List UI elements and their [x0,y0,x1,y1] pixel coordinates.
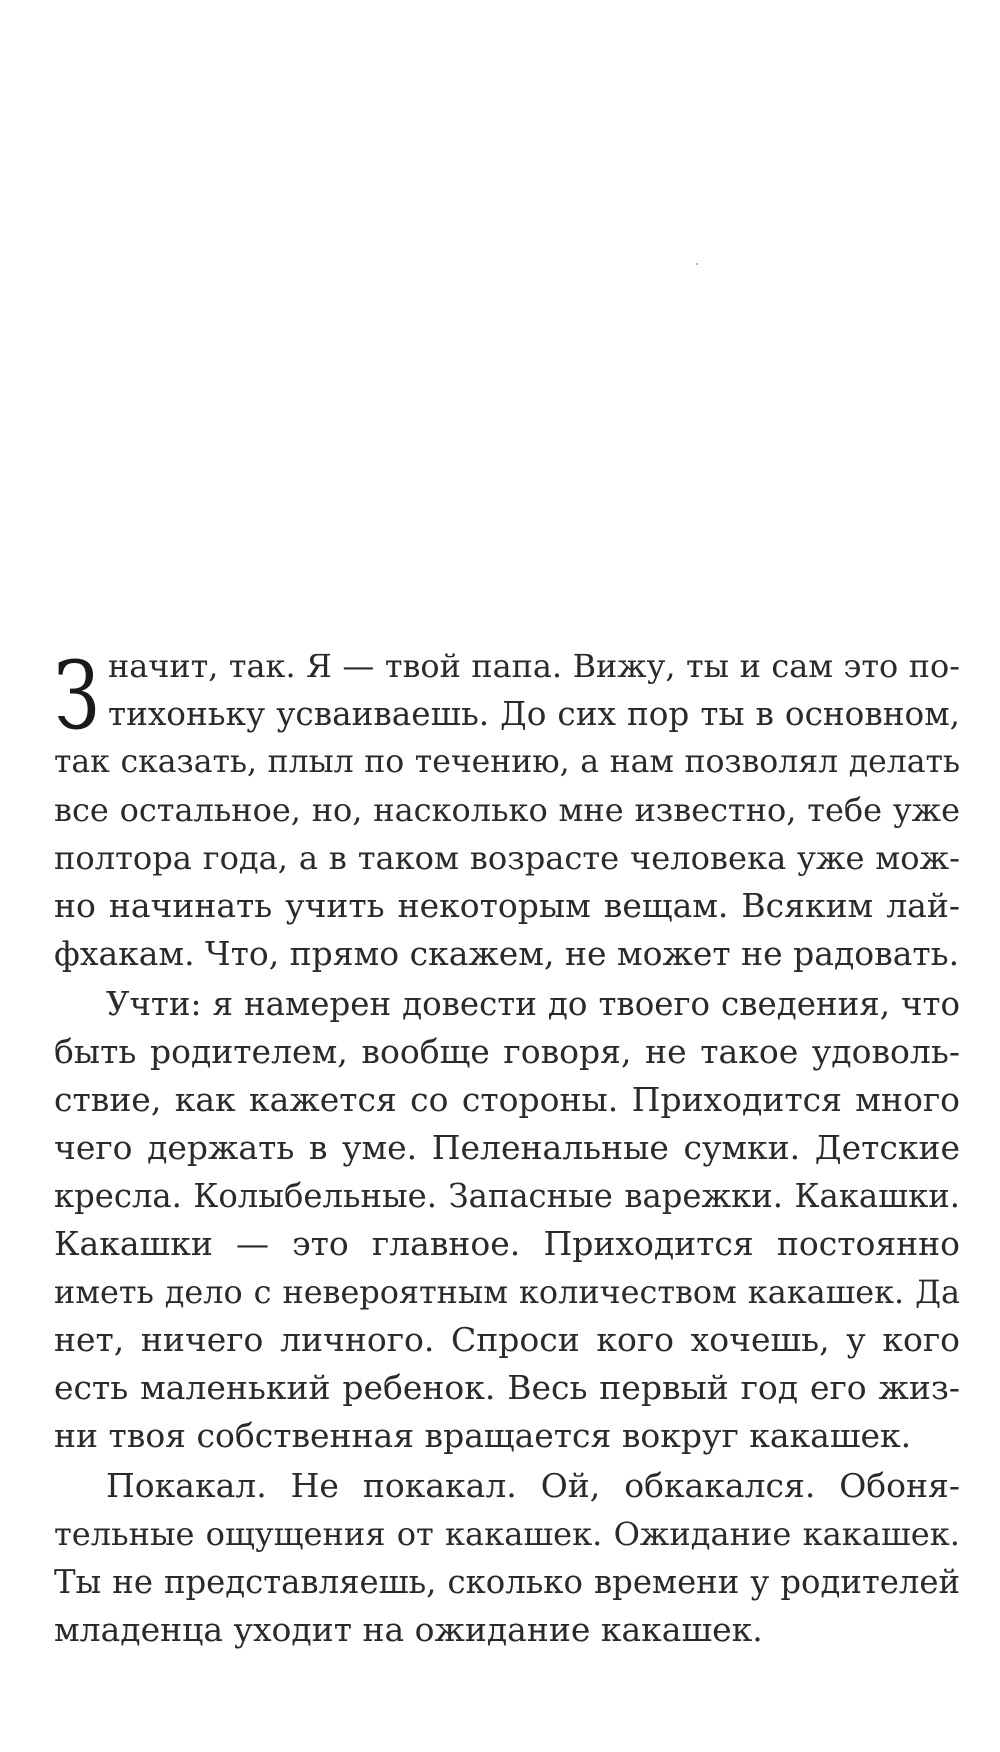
text-line: так сказать, плыл по течению, а нам позволял делать [54,744,960,780]
text-line: чего держать в уме. Пеленальные сумки. Детские [54,1128,960,1167]
text-line: тихоньку усваиваешь. До сих пор ты в основном, [108,695,960,733]
text-line: тельные ощущения от какашек. Ожидание какашек. [54,1515,960,1553]
text-line: кресла. Колыбельные. Запасные варежки. Какашки. [54,1177,960,1215]
text-line: младенца уходит на ожидание какашек. [54,1610,763,1649]
text-line: Покакал. Не покакал. Ой, обкакался. Обоня- [106,1466,960,1505]
text-line: полтора года, а в таком возрасте человека уже мож- [54,839,960,877]
text-line: есть маленький ребенок. Весь первый год его жиз- [54,1368,960,1407]
text-line: быть родителем, вообще говоря, не такое удоволь- [54,1032,960,1071]
text-line: фхакам. Что, прямо скажем, не может не радовать. [54,934,960,973]
text-line: иметь дело с невероятным количеством какашек. Да [54,1273,960,1311]
text-line: нет, ничего личного. Спроси кого хочешь, у кого [54,1320,960,1359]
text-line: Учти: я намерен довести до твоего сведения, что [106,985,960,1023]
text-line: все остальное, но, насколько мне известно, тебе уже [54,791,960,829]
text-line: ни твоя собственная вращается вокруг какашек. [54,1416,912,1455]
text-line: Какашки — это главное. Приходится постоянно [54,1224,960,1263]
drop-cap: З [54,642,100,751]
text-line: но начинать учить некоторым вещам. Всяким лай- [54,886,960,925]
text-line: Ты не представляешь, сколько времени у родителей [54,1563,960,1601]
print-speck [696,263,698,265]
text-line: ствие, как кажется со стороны. Приходится много [54,1080,960,1119]
text-line: начит, так. Я — твой папа. Вижу, ты и сам это по- [108,647,960,685]
body-text [54,642,960,1654]
